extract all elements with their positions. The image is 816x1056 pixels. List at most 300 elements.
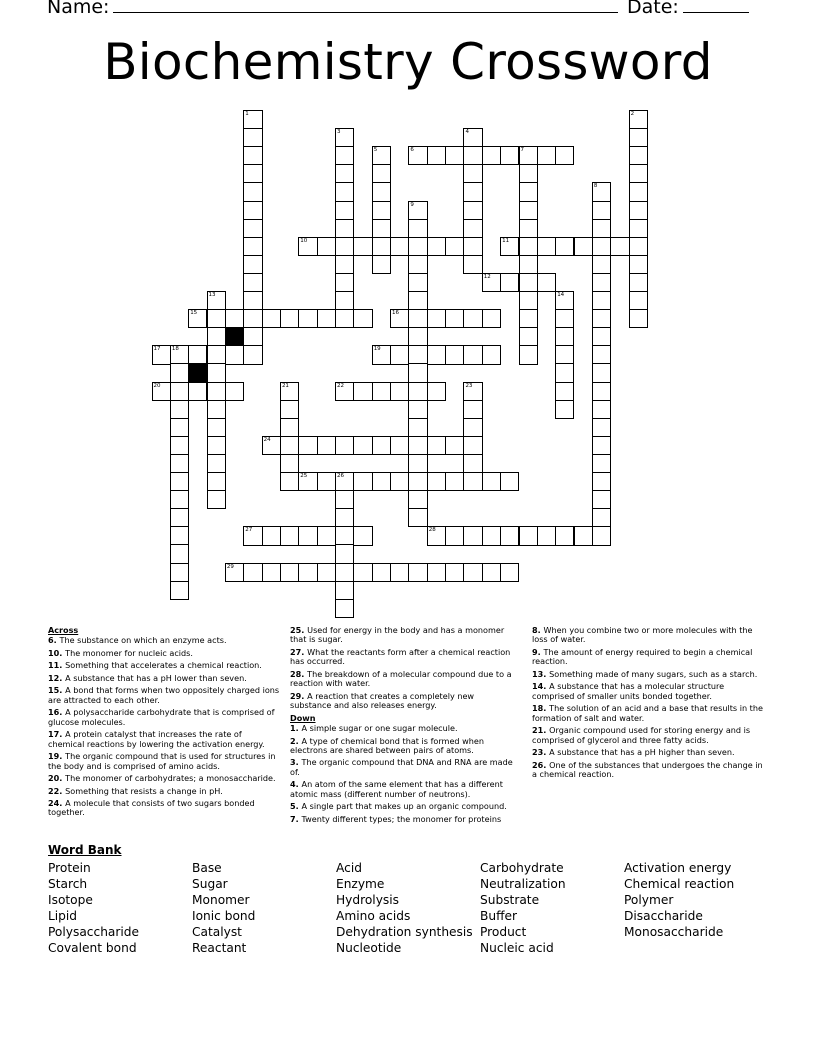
clue-text: The monomer for nucleic acids. xyxy=(65,647,193,658)
clue-number-label: 13. xyxy=(532,668,550,679)
crossword-cell[interactable] xyxy=(170,472,189,491)
crossword-cell[interactable] xyxy=(335,309,354,328)
crossword-cell[interactable] xyxy=(445,309,464,328)
crossword-cell[interactable] xyxy=(335,201,354,220)
crossword-cell[interactable] xyxy=(188,345,207,364)
crossword-cell[interactable] xyxy=(555,363,574,382)
crossword-cell[interactable] xyxy=(170,544,189,563)
crossword-cell[interactable] xyxy=(335,563,354,582)
crossword-cell[interactable] xyxy=(408,454,427,473)
crossword-cell[interactable] xyxy=(592,400,611,419)
crossword-cell[interactable] xyxy=(427,237,446,256)
crossword-cell[interactable] xyxy=(519,237,538,256)
crossword-cell[interactable] xyxy=(298,563,317,582)
crossword-cell[interactable] xyxy=(335,544,354,563)
crossword-cell[interactable] xyxy=(372,436,391,455)
crossword-cell[interactable] xyxy=(482,563,501,582)
clue-text: Something that resists a change in pH. xyxy=(65,785,223,796)
crossword-cell[interactable] xyxy=(555,146,574,165)
crossword-cell[interactable] xyxy=(170,508,189,527)
crossword-cell[interactable] xyxy=(592,309,611,328)
crossword-cell[interactable] xyxy=(519,345,538,364)
crossword-cell[interactable] xyxy=(427,563,446,582)
clue-number: 29 xyxy=(226,563,234,570)
clue-text: A molecule that consists of two sugars bonded together. xyxy=(48,798,255,818)
crossword-cell[interactable] xyxy=(298,436,317,455)
crossword-cell[interactable] xyxy=(463,255,482,274)
crossword-cell[interactable] xyxy=(408,363,427,382)
clue-number: 13 xyxy=(208,292,216,298)
crossword-cell[interactable] xyxy=(592,490,611,509)
crossword-cell[interactable] xyxy=(298,237,317,256)
crossword-cell[interactable] xyxy=(592,273,611,292)
crossword-cell[interactable] xyxy=(170,345,189,364)
crossword-cell[interactable] xyxy=(317,309,336,328)
crossword-cell[interactable] xyxy=(592,327,611,346)
clue-number: 17 xyxy=(153,346,161,353)
crossword-cell[interactable] xyxy=(317,526,336,545)
crossword-cell[interactable] xyxy=(629,237,648,256)
clue-number: 7 xyxy=(520,147,524,154)
crossword-cell[interactable] xyxy=(463,382,482,401)
crossword-cell[interactable] xyxy=(408,382,427,401)
crossword-cell[interactable] xyxy=(335,128,354,147)
crossword-cell[interactable] xyxy=(445,472,464,491)
crossword-cell[interactable] xyxy=(225,563,244,582)
crossword-cell[interactable] xyxy=(629,273,648,292)
crossword-cell[interactable] xyxy=(427,526,446,545)
crossword-cell[interactable] xyxy=(335,164,354,183)
crossword-cell[interactable] xyxy=(408,418,427,437)
crossword-cell[interactable] xyxy=(188,382,207,401)
crossword-cell[interactable] xyxy=(262,526,281,545)
crossword-cell[interactable] xyxy=(372,182,391,201)
clue-number: 2 xyxy=(630,111,635,117)
crossword-cell[interactable] xyxy=(188,309,207,328)
crossword-cell[interactable] xyxy=(353,436,372,455)
crossword-cell[interactable] xyxy=(243,255,262,274)
crossword-cell[interactable] xyxy=(408,563,427,582)
clue-text: A type of chemical bond that is formed when electrons are shared between pairs of atoms. xyxy=(290,735,484,755)
crossword-cell[interactable] xyxy=(445,345,464,364)
crossword-cell[interactable] xyxy=(372,237,391,256)
crossword-cell[interactable] xyxy=(555,526,574,545)
crossword-cell[interactable] xyxy=(592,436,611,455)
crossword-cell[interactable] xyxy=(262,309,281,328)
crossword-cell[interactable] xyxy=(335,273,354,292)
crossword-cell[interactable] xyxy=(335,237,354,256)
crossword-cell[interactable] xyxy=(170,418,189,437)
crossword-cell[interactable] xyxy=(592,508,611,527)
clue-number-label: 1. xyxy=(290,723,302,734)
crossword-cell[interactable] xyxy=(463,146,482,165)
crossword-cell[interactable] xyxy=(372,255,391,274)
crossword-cell[interactable] xyxy=(243,526,262,545)
crossword-cell[interactable] xyxy=(335,581,354,600)
crossword-cell[interactable] xyxy=(390,345,409,364)
crossword-cell[interactable] xyxy=(519,327,538,346)
word-bank-item: Disaccharide xyxy=(624,909,703,924)
crossword-cell[interactable] xyxy=(243,201,262,220)
crossword-cell[interactable] xyxy=(335,219,354,238)
crossword-cell[interactable] xyxy=(537,273,556,292)
crossword-cell[interactable] xyxy=(152,382,171,401)
crossword-cell[interactable] xyxy=(427,345,446,364)
crossword-cell[interactable] xyxy=(555,291,574,310)
crossword-cell[interactable] xyxy=(555,309,574,328)
crossword-cell[interactable] xyxy=(519,309,538,328)
clue xyxy=(532,748,764,757)
crossword-cell[interactable] xyxy=(408,273,427,292)
crossword-cell[interactable] xyxy=(207,472,226,491)
clue-number-label: 25. xyxy=(290,625,308,635)
crossword-cell[interactable] xyxy=(592,418,611,437)
crossword-cell[interactable] xyxy=(335,436,354,455)
clue-text: The solution of an acid and a base that results in the formation of salt and water. xyxy=(532,703,763,723)
crossword-cell[interactable] xyxy=(408,400,427,419)
crossword-cell[interactable] xyxy=(243,110,262,129)
crossword-cell[interactable] xyxy=(408,237,427,256)
crossword-cell[interactable] xyxy=(482,273,501,292)
clue-text: A simple sugar or one sugar molecule. xyxy=(301,723,458,734)
crossword-cell[interactable] xyxy=(262,436,281,455)
crossword-cell[interactable] xyxy=(463,128,482,147)
crossword-cell[interactable] xyxy=(207,382,226,401)
clue-text: A bond that forms when two oppositely charged ions are attracted to each other. xyxy=(48,685,280,705)
clue-number-label: 4. xyxy=(290,779,302,790)
crossword-cell[interactable] xyxy=(555,237,574,256)
word-bank-item: Base xyxy=(192,861,222,875)
crossword-cell[interactable] xyxy=(390,237,409,256)
crossword-cell[interactable] xyxy=(207,436,226,455)
crossword-cell[interactable] xyxy=(335,490,354,509)
crossword-cell[interactable] xyxy=(463,563,482,582)
crossword-cell[interactable] xyxy=(629,110,648,129)
crossword-cell[interactable] xyxy=(243,273,262,292)
clue-number: 5 xyxy=(373,147,378,154)
crossword-cell[interactable] xyxy=(353,563,372,582)
crossword-cell[interactable] xyxy=(152,345,171,364)
crossword-cell[interactable] xyxy=(427,472,446,491)
crossword-cell[interactable] xyxy=(170,563,189,582)
crossword-cell[interactable] xyxy=(463,400,482,419)
crossword-cell[interactable] xyxy=(629,164,648,183)
crossword-cell[interactable] xyxy=(408,219,427,238)
word-bank-heading: Word Bank xyxy=(48,843,122,857)
crossword-cell[interactable] xyxy=(408,327,427,346)
crossword-cell[interactable] xyxy=(280,563,299,582)
crossword-cell[interactable] xyxy=(280,436,299,455)
crossword-cell[interactable] xyxy=(408,508,427,527)
crossword-cell[interactable] xyxy=(170,400,189,419)
crossword-cell[interactable] xyxy=(372,164,391,183)
clue-number-label: 24. xyxy=(48,798,66,809)
clue xyxy=(48,730,280,749)
clue-text: When you combine two or more molecules with the loss of water. xyxy=(532,625,753,645)
crossword-cell[interactable] xyxy=(243,345,262,364)
crossword-cell[interactable] xyxy=(243,146,262,165)
crossword-cell[interactable] xyxy=(335,255,354,274)
crossword-cell[interactable] xyxy=(317,436,336,455)
crossword-cell[interactable] xyxy=(298,472,317,491)
crossword-cell[interactable] xyxy=(408,436,427,455)
crossword-cell[interactable] xyxy=(408,309,427,328)
crossword-cell[interactable] xyxy=(463,237,482,256)
date-label: Date: xyxy=(627,0,679,18)
crossword-cell[interactable] xyxy=(280,454,299,473)
crossword-cell[interactable] xyxy=(170,436,189,455)
crossword-cell[interactable] xyxy=(555,382,574,401)
crossword-cell[interactable] xyxy=(280,526,299,545)
word-bank-item: Enzyme xyxy=(336,877,385,892)
crossword-cell[interactable] xyxy=(335,146,354,165)
crossword-cell[interactable] xyxy=(335,599,354,618)
crossword-cell[interactable] xyxy=(170,454,189,473)
crossword-cell[interactable] xyxy=(207,327,226,346)
crossword-cell[interactable] xyxy=(519,219,538,238)
crossword-cell[interactable] xyxy=(610,237,629,256)
clue-number-label: 11. xyxy=(48,660,66,671)
crossword-cell[interactable] xyxy=(537,237,556,256)
crossword-cell[interactable] xyxy=(574,526,593,545)
crossword-cell[interactable] xyxy=(500,472,519,491)
crossword-cell[interactable] xyxy=(408,291,427,310)
crossword-cell[interactable] xyxy=(372,382,391,401)
crossword-cell[interactable] xyxy=(482,345,501,364)
clue-text: Something that accelerates a chemical reaction. xyxy=(65,660,262,671)
crossword-cell[interactable] xyxy=(519,273,538,292)
clue-number: 6 xyxy=(410,147,414,154)
crossword-cell[interactable] xyxy=(170,490,189,509)
crossword-cell[interactable] xyxy=(463,201,482,220)
crossword-cell[interactable] xyxy=(537,526,556,545)
crossword-cell[interactable] xyxy=(317,237,336,256)
crossword-cell[interactable] xyxy=(280,309,299,328)
crossword-cell[interactable] xyxy=(592,237,611,256)
word-bank-item: Polymer xyxy=(624,893,674,908)
crossword-cell[interactable] xyxy=(555,345,574,364)
crossword-cell[interactable] xyxy=(427,146,446,165)
crossword-cell[interactable] xyxy=(390,382,409,401)
crossword-cell[interactable] xyxy=(298,309,317,328)
clue-text: One of the substances that undergoes the change in a chemical reaction. xyxy=(532,759,763,779)
crossword-cell[interactable] xyxy=(353,526,372,545)
crossword-cell[interactable] xyxy=(170,581,189,600)
clue-number-label: 3. xyxy=(290,757,302,768)
crossword-cell[interactable] xyxy=(408,472,427,491)
clue-number-label: 10. xyxy=(48,647,66,658)
crossword-cell[interactable] xyxy=(629,128,648,147)
crossword-cell[interactable] xyxy=(519,146,538,165)
crossword-cell[interactable] xyxy=(592,182,611,201)
word-bank-item: Hydrolysis xyxy=(336,893,399,908)
clue xyxy=(48,752,280,771)
crossword-cell[interactable] xyxy=(280,472,299,491)
crossword-cell[interactable] xyxy=(463,472,482,491)
crossword-cell[interactable] xyxy=(225,382,244,401)
crossword-cell[interactable] xyxy=(592,382,611,401)
crossword-cell[interactable] xyxy=(445,563,464,582)
crossword-cell[interactable] xyxy=(592,201,611,220)
crossword-cell[interactable] xyxy=(629,255,648,274)
crossword-cell[interactable] xyxy=(243,563,262,582)
crossword-cell[interactable] xyxy=(372,219,391,238)
crossword-cell[interactable] xyxy=(372,345,391,364)
crossword-cell[interactable] xyxy=(519,201,538,220)
crossword-cell[interactable] xyxy=(207,309,226,328)
crossword-cell[interactable] xyxy=(629,146,648,165)
crossword-cell[interactable] xyxy=(574,237,593,256)
crossword-cell[interactable] xyxy=(335,472,354,491)
crossword-cell[interactable] xyxy=(519,182,538,201)
crossword-cell[interactable] xyxy=(207,363,226,382)
crossword-cell[interactable] xyxy=(445,237,464,256)
crossword-cell[interactable] xyxy=(243,164,262,183)
crossword-cell[interactable] xyxy=(629,291,648,310)
crossword-cell[interactable] xyxy=(335,291,354,310)
crossword-cell[interactable] xyxy=(500,563,519,582)
crossword-cell[interactable] xyxy=(262,563,281,582)
crossword-cell[interactable] xyxy=(372,472,391,491)
crossword-cell[interactable] xyxy=(390,472,409,491)
crossword-cell[interactable] xyxy=(317,472,336,491)
crossword-cell[interactable] xyxy=(280,382,299,401)
crossword-cell[interactable] xyxy=(408,345,427,364)
crossword-cell[interactable] xyxy=(482,146,501,165)
crossword-cell[interactable] xyxy=(500,146,519,165)
clue-number: 9 xyxy=(410,201,414,208)
crossword-cell[interactable] xyxy=(592,363,611,382)
crossword-cell[interactable] xyxy=(592,255,611,274)
crossword-cell[interactable] xyxy=(353,382,372,401)
clue xyxy=(290,724,518,733)
crossword-cell[interactable] xyxy=(592,291,611,310)
crossword-cell[interactable] xyxy=(353,309,372,328)
across-clues-column xyxy=(48,626,280,821)
crossword-cell[interactable] xyxy=(500,273,519,292)
crossword-cell[interactable] xyxy=(463,309,482,328)
crossword-cell[interactable] xyxy=(463,219,482,238)
crossword-cell[interactable] xyxy=(408,255,427,274)
crossword-cell[interactable] xyxy=(243,182,262,201)
crossword-cell[interactable] xyxy=(592,454,611,473)
crossword-cell[interactable] xyxy=(427,309,446,328)
crossword-cell[interactable] xyxy=(243,128,262,147)
crossword-cell[interactable] xyxy=(353,237,372,256)
crossword-cell[interactable] xyxy=(445,526,464,545)
crossword-cell[interactable] xyxy=(537,146,556,165)
crossword-cell[interactable] xyxy=(390,563,409,582)
crossword-cell[interactable] xyxy=(463,164,482,183)
clue-number-label: 21. xyxy=(532,725,550,736)
crossword-cell[interactable] xyxy=(482,526,501,545)
crossword-cell[interactable] xyxy=(353,472,372,491)
crossword-cell[interactable] xyxy=(335,526,354,545)
clue xyxy=(48,787,280,796)
clue xyxy=(290,780,518,799)
crossword-cell[interactable] xyxy=(482,309,501,328)
crossword-cell[interactable] xyxy=(519,291,538,310)
crossword-cell[interactable] xyxy=(408,146,427,165)
crossword-cell[interactable] xyxy=(629,182,648,201)
crossword-cell[interactable] xyxy=(207,400,226,419)
crossword-cell[interactable] xyxy=(592,219,611,238)
crossword-cell[interactable] xyxy=(629,309,648,328)
crossword-cell[interactable] xyxy=(335,182,354,201)
crossword-cell[interactable] xyxy=(408,201,427,220)
crossword-cell[interactable] xyxy=(243,309,262,328)
crossword-cell[interactable] xyxy=(463,526,482,545)
crossword-cell[interactable] xyxy=(445,146,464,165)
crossword-cell[interactable] xyxy=(280,418,299,437)
crossword-cell[interactable] xyxy=(555,327,574,346)
crossword-cell[interactable] xyxy=(427,382,446,401)
crossword-cell[interactable] xyxy=(335,508,354,527)
crossword-cell[interactable] xyxy=(519,164,538,183)
crossword-cell[interactable] xyxy=(500,237,519,256)
crossword-cell[interactable] xyxy=(372,146,391,165)
crossword-cell[interactable] xyxy=(225,309,244,328)
crossword-cell[interactable] xyxy=(170,382,189,401)
crossword-cell[interactable] xyxy=(592,345,611,364)
crossword-cell[interactable] xyxy=(317,563,336,582)
crossword-cell[interactable] xyxy=(243,219,262,238)
crossword-cell[interactable] xyxy=(629,219,648,238)
crossword-cell[interactable] xyxy=(555,400,574,419)
crossword-cell[interactable] xyxy=(207,454,226,473)
crossword-cell[interactable] xyxy=(335,382,354,401)
crossword-cell[interactable] xyxy=(225,345,244,364)
crossword-cell[interactable] xyxy=(372,201,391,220)
clue-number: 11 xyxy=(502,237,510,244)
crossword-cell[interactable] xyxy=(500,526,519,545)
across-heading: Across xyxy=(48,625,79,635)
crossword-cell[interactable] xyxy=(372,563,391,582)
crossword-cell[interactable] xyxy=(390,436,409,455)
crossword-cell[interactable] xyxy=(170,526,189,545)
crossword-cell[interactable] xyxy=(629,201,648,220)
clue-number-label: 9. xyxy=(532,646,544,657)
word-bank-item: Amino acids xyxy=(336,909,411,924)
crossword-cell[interactable] xyxy=(280,400,299,419)
crossword-cell[interactable] xyxy=(207,291,226,310)
crossword-cell[interactable] xyxy=(463,345,482,364)
crossword-cell[interactable] xyxy=(243,237,262,256)
crossword-cell[interactable] xyxy=(243,327,262,346)
crossword-cell[interactable] xyxy=(408,490,427,509)
crossword-cell[interactable] xyxy=(207,490,226,509)
crossword-cell[interactable] xyxy=(427,436,446,455)
crossword-cell[interactable] xyxy=(519,255,538,274)
crossword-cell[interactable] xyxy=(519,526,538,545)
crossword-cell[interactable] xyxy=(482,472,501,491)
clue-number: 19 xyxy=(373,346,381,353)
crossword-cell[interactable] xyxy=(445,436,464,455)
crossword-cell[interactable] xyxy=(390,309,409,328)
crossword-cell[interactable] xyxy=(298,526,317,545)
crossword-cell[interactable] xyxy=(592,526,611,545)
crossword-cell[interactable] xyxy=(463,454,482,473)
down-clue-list-continued xyxy=(532,626,764,779)
crossword-cell[interactable] xyxy=(207,418,226,437)
crossword-cell[interactable] xyxy=(463,418,482,437)
crossword-cell[interactable] xyxy=(463,436,482,455)
crossword-cell[interactable] xyxy=(170,363,189,382)
crossword-cell[interactable] xyxy=(207,345,226,364)
crossword-cell[interactable] xyxy=(243,291,262,310)
crossword-cell[interactable] xyxy=(592,472,611,491)
crossword-cell[interactable] xyxy=(463,182,482,201)
